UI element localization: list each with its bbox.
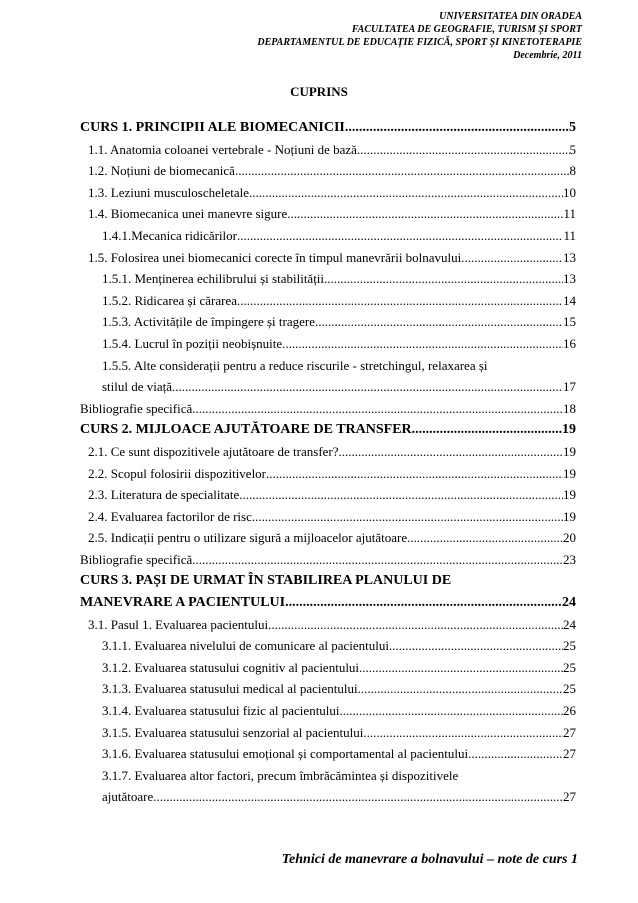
dot-leader (237, 290, 563, 312)
toc-entry-title: 1.3. Leziuni musculoscheletale (88, 184, 250, 200)
toc-page-number: 24 (562, 595, 576, 611)
toc-page-number: 16 (563, 335, 576, 351)
toc-entry[interactable] (80, 549, 576, 571)
header-department: DEPARTAMENTUL DE EDUCAȚIE FIZICĂ, SPORT ȘI KINETOTERAPIE (257, 37, 582, 48)
dot-leader (389, 635, 563, 657)
toc-page-number: 24 (563, 616, 576, 632)
toc-entry-title: 1.5.3. Activitățile de împingere și tragere (102, 314, 315, 330)
dot-leader (192, 549, 563, 571)
toc-page-number: 27 (563, 724, 576, 740)
toc-entry[interactable] (80, 117, 576, 139)
toc-entry[interactable] (102, 376, 576, 398)
dot-leader (192, 398, 563, 420)
toc-page-number: 10 (563, 184, 576, 200)
toc-entry[interactable] (80, 635, 576, 657)
toc-entry-title: Bibliografie specifică (80, 551, 193, 567)
toc-entry[interactable] (80, 614, 576, 636)
toc-page-number: 18 (563, 400, 576, 416)
dot-leader (239, 484, 563, 506)
dot-leader (358, 678, 563, 700)
toc-entry-title: 1.5.2. Ridicarea și cărarea (102, 292, 237, 308)
toc-entry[interactable] (102, 786, 576, 808)
toc-entry[interactable] (80, 160, 576, 182)
table-of-contents (80, 117, 576, 808)
toc-entry-title: 3.1. Pasul 1. Evaluarea pacientului (88, 616, 269, 632)
toc-page-number: 27 (563, 789, 576, 805)
toc-entry-multiline[interactable] (80, 570, 576, 613)
toc-entry[interactable] (80, 290, 576, 312)
toc-entry[interactable] (80, 743, 576, 765)
toc-entry[interactable] (80, 139, 576, 161)
dot-leader (266, 463, 563, 485)
toc-entry-multiline[interactable] (80, 355, 576, 398)
toc-entry-title-line1: 1.5.5. Alte considerații pentru a reduce riscurile - stretchingul, relaxarea și (102, 357, 488, 373)
toc-entry-title-line1: 3.1.7. Evaluarea altor factori, precum îmbrăcămintea și dispozitivele (102, 767, 459, 783)
toc-page-number: 17 (563, 379, 576, 395)
toc-entry-title: 1.4. Biomecanica unei manevre sigure (88, 206, 288, 222)
toc-page-number: 26 (563, 703, 576, 719)
toc-entry-title: CURS 2. MIJLOACE AJUTĂTOARE DE TRANSFER (80, 422, 412, 438)
toc-entry-title: ajutătoare (102, 789, 154, 805)
toc-entry[interactable] (80, 268, 576, 290)
toc-entry-title: CURS 1. PRINCIPII ALE BIOMECANICII (80, 120, 345, 135)
dot-leader (235, 160, 570, 182)
toc-page-number: 23 (563, 551, 576, 567)
dot-leader (315, 311, 563, 333)
header-date: Decembrie, 2011 (513, 50, 582, 61)
toc-entry[interactable] (80, 203, 576, 225)
dot-leader (357, 139, 570, 161)
toc-entry-title: 1.1. Anatomia coloanei vertebrale - Noțiuni de bază (88, 141, 357, 157)
toc-page-number: 5 (569, 120, 576, 135)
toc-page-number: 25 (563, 638, 576, 654)
toc-entry[interactable] (80, 506, 576, 528)
page-header (257, 10, 582, 62)
toc-entry-title: 3.1.2. Evaluarea statusului cognitiv al pacientului (102, 659, 360, 675)
toc-page-number: 25 (563, 681, 576, 697)
toc-entry[interactable] (80, 722, 576, 744)
toc-entry[interactable] (80, 419, 576, 441)
toc-entry-title: stilul de viață (102, 379, 173, 395)
toc-entry[interactable] (80, 527, 576, 549)
toc-page-number: 25 (563, 659, 576, 675)
toc-page-number: 14 (563, 292, 576, 308)
toc-page-number: 19 (563, 508, 576, 524)
toc-page-number: 5 (569, 141, 576, 157)
dot-leader (345, 117, 569, 139)
toc-entry[interactable] (80, 657, 576, 679)
toc-page-number: 19 (562, 422, 576, 438)
toc-entry-title: 1.5.1. Menținerea echilibrului și stabilității (102, 271, 325, 287)
dot-leader (268, 614, 563, 636)
toc-entry-title: 1.2. Noțiuni de biomecanică (88, 163, 235, 179)
toc-entry[interactable] (80, 484, 576, 506)
toc-entry[interactable] (80, 592, 576, 614)
toc-entry[interactable] (80, 678, 576, 700)
toc-entry-title: 2.1. Ce sunt dispozitivele ajutătoare de transfer? (88, 443, 339, 459)
toc-entry-title: 3.1.5. Evaluarea statusului senzorial al pacientului (102, 724, 364, 740)
toc-page-number: 15 (563, 314, 576, 330)
toc-entry-title: 2.3. Literatura de specialitate (88, 487, 240, 503)
toc-entry-title-line1: CURS 3. PAȘI DE URMAT ÎN STABILIREA PLANULUI DE (80, 573, 452, 589)
toc-entry-title: 2.2. Scopul folosirii dispozitivelor (88, 465, 267, 481)
dot-leader (282, 333, 563, 355)
toc-entry[interactable] (80, 463, 576, 485)
dot-leader (249, 182, 563, 204)
dot-leader (363, 722, 563, 744)
toc-entry[interactable] (80, 247, 576, 269)
toc-page-number: 19 (563, 443, 576, 459)
dot-leader (468, 743, 563, 765)
toc-page-number: 27 (563, 746, 576, 762)
dot-leader (340, 700, 563, 722)
toc-entry[interactable] (80, 333, 576, 355)
dot-leader (339, 441, 563, 463)
toc-entry-title: 1.4.1.Mecanica ridicărilor (102, 227, 237, 243)
toc-entry-title: 1.5. Folosirea unei biomecanici corecte în timpul manevrării bolnavului (88, 249, 462, 265)
dot-leader (153, 786, 563, 808)
dot-leader (461, 247, 563, 269)
toc-page-number: 11 (563, 227, 576, 243)
toc-entry[interactable] (80, 225, 576, 247)
toc-page-number: 8 (569, 163, 576, 179)
toc-entry[interactable] (80, 700, 576, 722)
toc-entry-title: 1.5.4. Lucrul în poziții neobișnuite (102, 335, 283, 351)
dot-leader (407, 527, 563, 549)
header-university: UNIVERSITATEA DIN ORADEA (439, 11, 582, 22)
toc-page-number: 13 (563, 249, 576, 265)
toc-entry[interactable] (80, 182, 576, 204)
toc-entry-title: 2.4. Evaluarea factorilor de risc (88, 508, 252, 524)
toc-title: CUPRINS (290, 84, 348, 99)
dot-leader (412, 419, 562, 441)
page-footer: Tehnici de manevrare a bolnavului – note de curs 1 (281, 852, 578, 867)
toc-entry-title: 3.1.4. Evaluarea statusului fizic al pacientului (102, 703, 340, 719)
toc-entry-title: 3.1.6. Evaluarea statusului emoțional și comportamental al pacientului (102, 746, 469, 762)
toc-page-number: 19 (563, 465, 576, 481)
toc-entry-multiline[interactable] (80, 765, 576, 808)
toc-entry[interactable] (80, 398, 576, 420)
dot-leader (287, 203, 563, 225)
toc-entry-title: 3.1.1. Evaluarea nivelului de comunicare al pacientului (102, 638, 389, 654)
toc-entry-title: MANEVRARE A PACIENTULUI (80, 595, 286, 611)
dot-leader (252, 506, 563, 528)
dot-leader (237, 225, 563, 247)
toc-entry[interactable] (80, 441, 576, 463)
toc-page-number: 11 (563, 206, 576, 222)
dot-leader (172, 376, 563, 398)
toc-page-number: 13 (563, 271, 576, 287)
toc-page-number: 20 (563, 530, 576, 546)
toc-entry-title: 2.5. Indicații pentru o utilizare sigură a mijloacelor ajutătoare (88, 530, 408, 546)
toc-page-number: 19 (563, 487, 576, 503)
dot-leader (359, 657, 563, 679)
dot-leader (324, 268, 563, 290)
header-faculty: FACULTATEA DE GEOGRAFIE, TURISM ȘI SPORT (351, 24, 582, 35)
toc-entry-title: Bibliografie specifică (80, 400, 193, 416)
toc-entry[interactable] (80, 311, 576, 333)
dot-leader (285, 592, 562, 614)
toc-entry-title: 3.1.3. Evaluarea statusului medical al pacientului (102, 681, 358, 697)
